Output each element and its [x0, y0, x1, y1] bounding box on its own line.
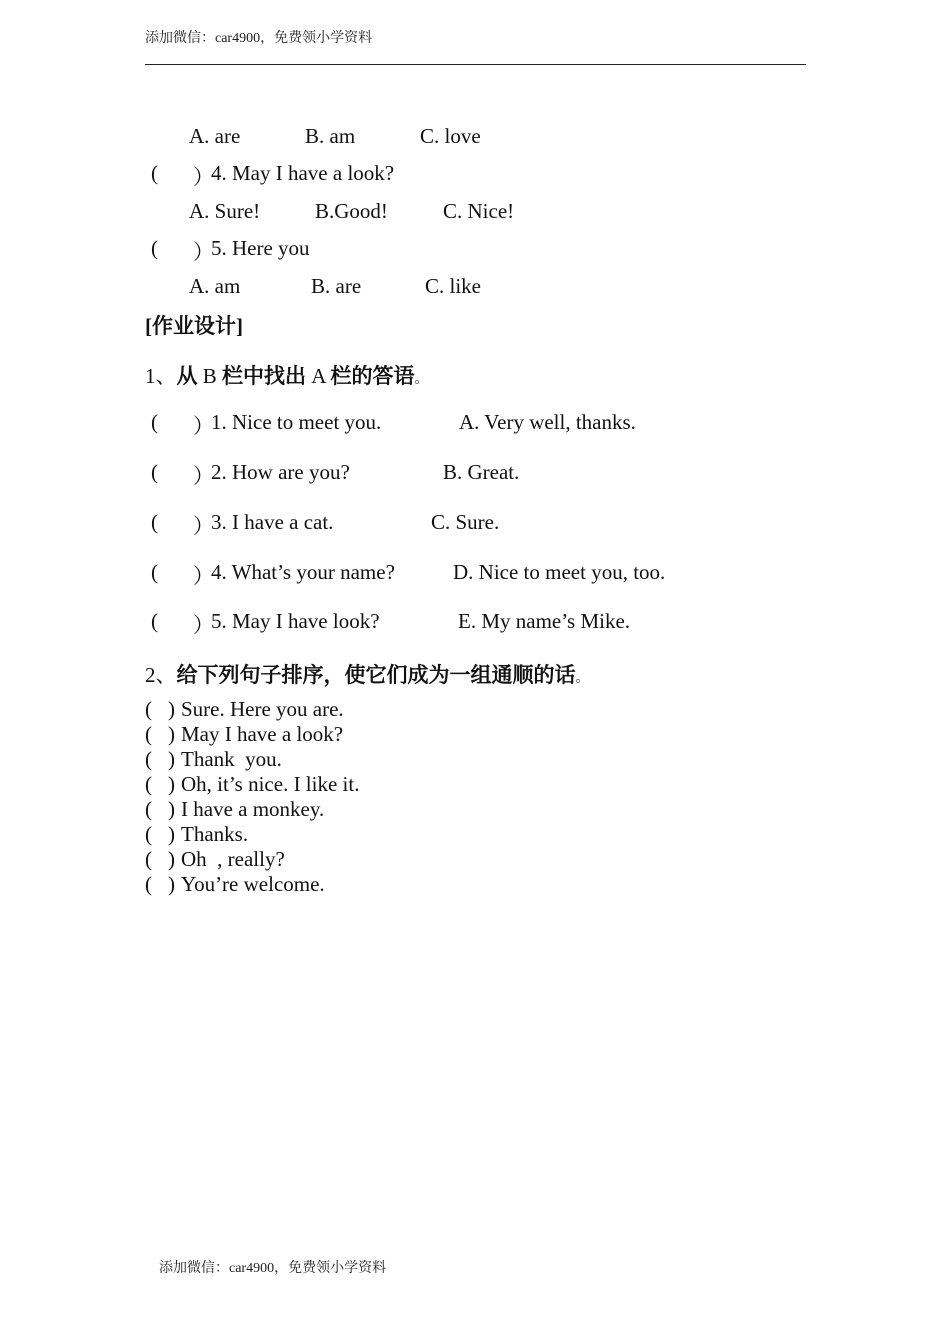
- match-row-2-close-paren: ）: [193, 464, 214, 488]
- match-row-2-question: 2. How are you?: [211, 460, 350, 484]
- header-note: 添加微信：car4900，免费领小学资料: [145, 31, 373, 46]
- q3-option-c: C. love: [420, 124, 481, 148]
- q4-open-paren: (: [151, 161, 158, 185]
- q4-text: 4. May I have a look?: [211, 161, 395, 185]
- order-item-3-open-paren: (: [145, 747, 152, 771]
- order-item-5-close-paren: ): [168, 797, 175, 821]
- match-row-2-open-paren: (: [151, 460, 158, 484]
- q5-row: [0, 236, 950, 262]
- footer-note: 添加微信：car4900，免费领小学资料: [159, 1261, 387, 1276]
- q4-option-c: C. Nice!: [443, 199, 515, 223]
- section2-title: [145, 659, 590, 689]
- homework-title: [作业设计]: [145, 314, 243, 338]
- section1-title-column-a: A: [311, 364, 326, 388]
- order-item-4-text: Oh, it’s nice. I like it.: [181, 772, 360, 796]
- order-item-2-text: May I have a look?: [181, 722, 344, 746]
- order-item-6-close-paren: ): [168, 822, 175, 846]
- order-item-5-open-paren: (: [145, 797, 152, 821]
- order-item-4-close-paren: ): [168, 772, 175, 796]
- section1-title-part-c: 栏中找出: [222, 364, 307, 388]
- match-row-2-answer: B. Great.: [443, 460, 520, 484]
- q5-option-a: A. am: [189, 274, 241, 298]
- match-row-3-close-paren: ）: [193, 514, 214, 538]
- q4-row: [0, 161, 950, 187]
- order-item-7-open-paren: (: [145, 847, 152, 871]
- order-item-6-open-paren: (: [145, 822, 152, 846]
- q4-option-b: B.Good!: [315, 199, 388, 223]
- match-row-5-answer: E. My name’s Mike.: [458, 609, 631, 633]
- match-row: [0, 410, 950, 436]
- section1-number: 1、: [145, 364, 177, 388]
- match-row-4-close-paren: ）: [193, 564, 214, 588]
- match-row-4-open-paren: (: [151, 560, 158, 584]
- order-item-2-close-paren: ): [168, 722, 175, 746]
- order-item-3-close-paren: ): [168, 747, 175, 771]
- q3-options-row: [0, 124, 950, 150]
- order-item-4-open-paren: (: [145, 772, 152, 796]
- q5-option-b: B. are: [311, 274, 362, 298]
- match-row-1-close-paren: ）: [193, 414, 214, 438]
- section1-title: [145, 360, 429, 390]
- match-row-3-open-paren: (: [151, 510, 158, 534]
- q5-options-row: [0, 274, 950, 300]
- match-row-3-answer: C. Sure.: [431, 510, 500, 534]
- match-row: [0, 609, 950, 635]
- section1-title-period: 。: [414, 372, 429, 387]
- q5-close-paren: ）: [193, 240, 214, 264]
- q4-options-row: [0, 199, 950, 225]
- q5-open-paren: (: [151, 236, 158, 260]
- match-row-1-answer: A. Very well, thanks.: [459, 410, 636, 434]
- match-row-5-close-paren: ）: [193, 613, 214, 637]
- q5-option-c: C. like: [425, 274, 481, 298]
- order-item-8-text: You’re welcome.: [181, 872, 325, 896]
- q5-text: 5. Here you: [211, 236, 310, 260]
- order-item-8-open-paren: (: [145, 872, 152, 896]
- section2-title-period: 。: [575, 671, 590, 686]
- match-row: [0, 460, 950, 486]
- section1-title-part-a: 从: [176, 364, 198, 388]
- order-item-1-close-paren: ): [168, 697, 175, 721]
- order-item-3-text: Thank you.: [181, 747, 282, 771]
- order-item-2-open-paren: (: [145, 722, 152, 746]
- section2-title-text: 给下列句子排序，使它们成为一组通顺的话: [176, 663, 576, 687]
- order-item-5-text: I have a monkey.: [181, 797, 325, 821]
- match-row-3-question: 3. I have a cat.: [211, 510, 334, 534]
- section1-title-part-e: 栏的答语: [330, 364, 415, 388]
- match-row-4-question: 4. What’s your name?: [211, 560, 395, 584]
- q4-close-paren: ）: [193, 165, 214, 189]
- match-row-1-open-paren: (: [151, 410, 158, 434]
- q4-option-a: A. Sure!: [189, 199, 261, 223]
- match-row-4-answer: D. Nice to meet you, too.: [453, 560, 666, 584]
- section2-number: 2、: [145, 663, 177, 687]
- match-row-5-question: 5. May I have look?: [211, 609, 380, 633]
- section1-title-column-b: B: [202, 364, 217, 388]
- match-row: [0, 560, 950, 586]
- header-divider: [145, 64, 806, 65]
- order-item-1-text: Sure. Here you are.: [181, 697, 344, 721]
- order-item-8-close-paren: ): [168, 872, 175, 896]
- q3-option-a: A. are: [189, 124, 241, 148]
- order-item-6-text: Thanks.: [181, 822, 249, 846]
- match-row: [0, 510, 950, 536]
- q3-option-b: B. am: [305, 124, 356, 148]
- order-item-7-text: Oh , really?: [181, 847, 285, 871]
- match-row-5-open-paren: (: [151, 609, 158, 633]
- order-item-1-open-paren: (: [145, 697, 152, 721]
- match-row-1-question: 1. Nice to meet you.: [211, 410, 382, 434]
- order-item-7-close-paren: ): [168, 847, 175, 871]
